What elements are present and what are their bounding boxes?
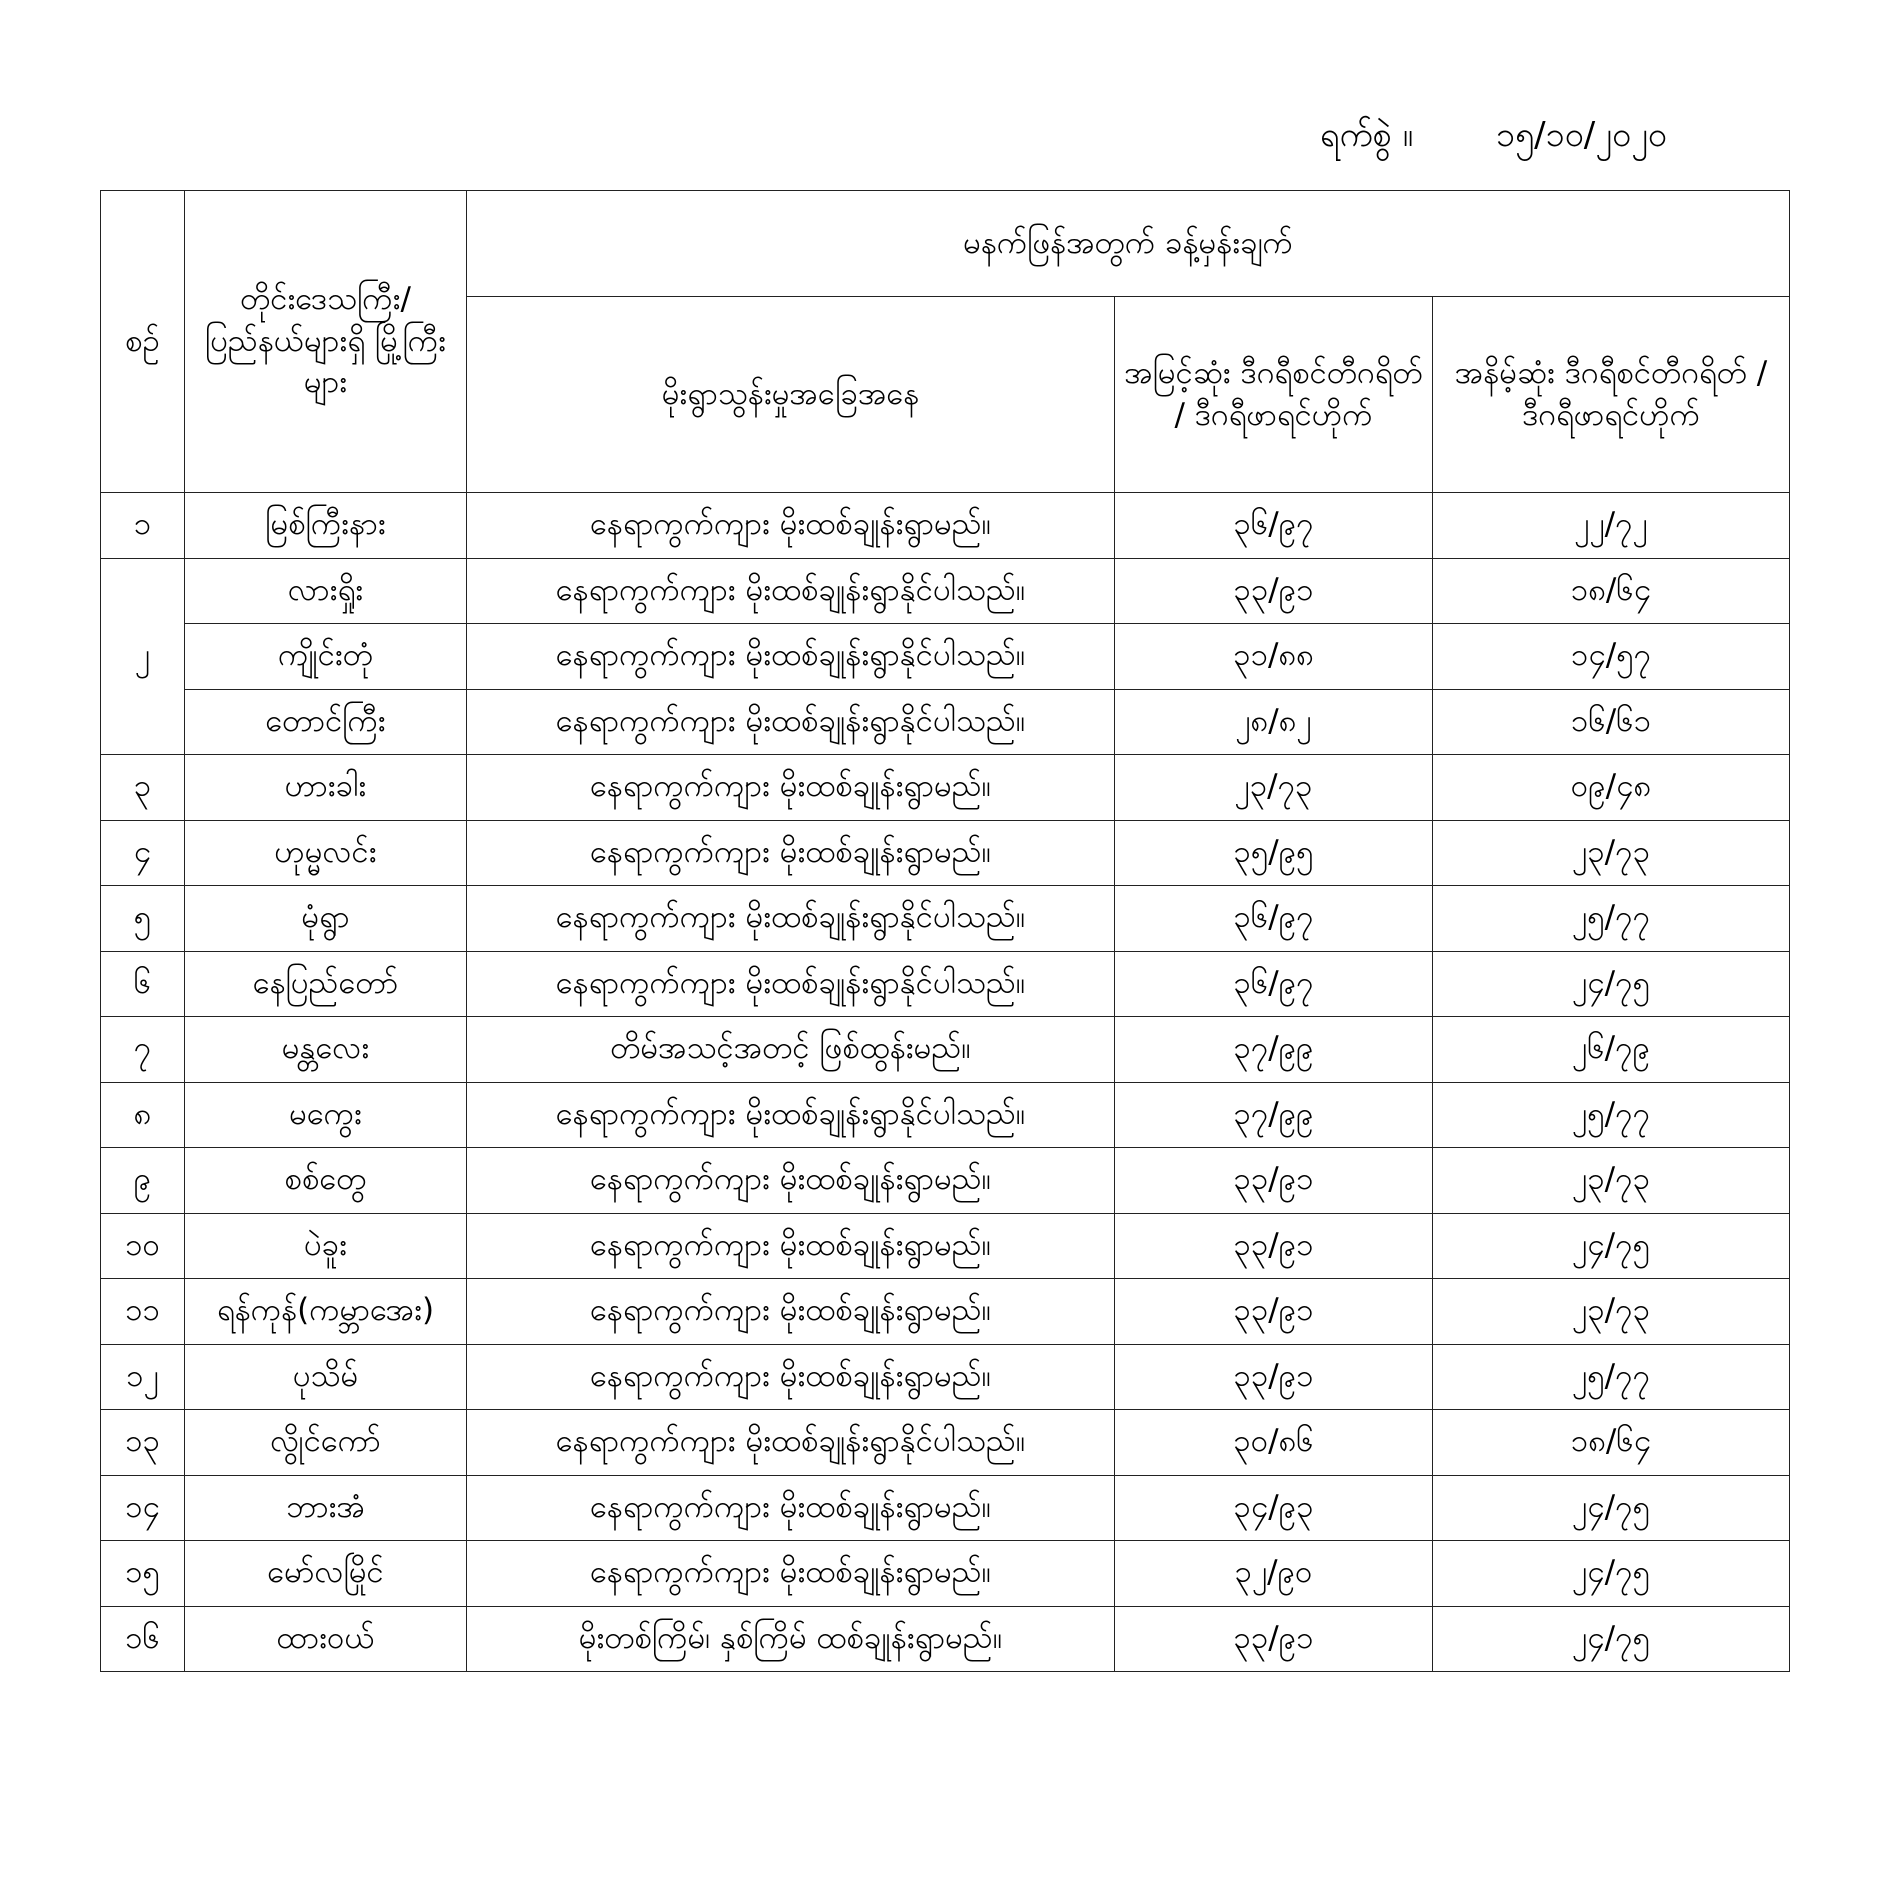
table-row [101,558,1790,624]
table-row [101,1410,1790,1476]
table-row [101,1606,1790,1672]
cell-min-temp: ၂၅/၇၇ [1433,1082,1790,1148]
cell-city: တောင်ကြီး [185,689,467,755]
cell-no: ၉ [101,1148,185,1214]
cell-condition: မိုးတစ်ကြိမ်၊ နှစ်ကြိမ် ထစ်ချုန်းရွာမည်။ [467,1606,1115,1672]
table-row [101,820,1790,886]
cell-min-temp: ၂၅/၇၇ [1433,1344,1790,1410]
cell-city: မုံရွာ [185,886,467,952]
cell-city: လွိုင်ကော် [185,1410,467,1476]
header-condition: မိုးရွာသွန်းမှုအခြေအနေ [467,297,1115,493]
cell-city: ဘားအံ [185,1475,467,1541]
cell-min-temp: ၁၆/၆၁ [1433,689,1790,755]
cell-min-temp: ၂၄/၇၅ [1433,1541,1790,1607]
cell-city: မော်လမြိုင် [185,1541,467,1607]
cell-max-temp: ၃၆/၉၇ [1115,951,1433,1017]
cell-max-temp: ၃၃/၉၁ [1115,1606,1433,1672]
table-row [101,493,1790,559]
cell-max-temp: ၃၃/၉၁ [1115,1344,1433,1410]
cell-min-temp: ၂၂/၇၂ [1433,493,1790,559]
cell-max-temp: ၃၅/၉၅ [1115,820,1433,886]
cell-max-temp: ၃၃/၉၁ [1115,1213,1433,1279]
cell-city: ကျိုင်းတုံ [185,624,467,690]
cell-min-temp: ၁၄/၅၇ [1433,624,1790,690]
cell-condition: နေရာကွက်ကျား မိုးထစ်ချုန်းရွာနိုင်ပါသည်။ [467,951,1115,1017]
cell-no: ၁၀ [101,1213,185,1279]
cell-min-temp: ၁၈/၆၄ [1433,1410,1790,1476]
cell-city: မန္တလေး [185,1017,467,1083]
cell-max-temp: ၃၆/၉၇ [1115,886,1433,952]
cell-city: ထားဝယ် [185,1606,467,1672]
table-row [101,1475,1790,1541]
cell-min-temp: ၂၃/၇၃ [1433,1148,1790,1214]
cell-max-temp: ၃၂/၉၀ [1115,1541,1433,1607]
table-row [101,886,1790,952]
cell-max-temp: ၃၇/၉၉ [1115,1082,1433,1148]
cell-condition: နေရာကွက်ကျား မိုးထစ်ချုန်းရွာမည်။ [467,820,1115,886]
cell-min-temp: ၁၈/၆၄ [1433,558,1790,624]
date-label: ရက်စွဲ ။ [1320,115,1414,155]
cell-condition: နေရာကွက်ကျား မိုးထစ်ချုန်းရွာနိုင်ပါသည်။ [467,1410,1115,1476]
cell-condition: နေရာကွက်ကျား မိုးထစ်ချုန်းရွာမည်။ [467,755,1115,821]
cell-max-temp: ၃၃/၉၁ [1115,1148,1433,1214]
cell-no: ၆ [101,951,185,1017]
cell-no: ၁၄ [101,1475,185,1541]
table-row [101,1279,1790,1345]
cell-city: လားရှိုး [185,558,467,624]
cell-no: ၁၃ [101,1410,185,1476]
cell-max-temp: ၃၇/၉၉ [1115,1017,1433,1083]
cell-condition: နေရာကွက်ကျား မိုးထစ်ချုန်းရွာမည်။ [467,1148,1115,1214]
cell-condition: တိမ်အသင့်အတင့် ဖြစ်ထွန်းမည်။ [467,1017,1115,1083]
cell-no: ၂ [101,558,185,755]
cell-condition: နေရာကွက်ကျား မိုးထစ်ချုန်းရွာနိုင်ပါသည်။ [467,624,1115,690]
cell-no: ၁၅ [101,1541,185,1607]
cell-condition: နေရာကွက်ကျား မိုးထစ်ချုန်းရွာမည်။ [467,1213,1115,1279]
table-row [101,1344,1790,1410]
cell-condition: နေရာကွက်ကျား မိုးထစ်ချုန်းရွာမည်။ [467,1279,1115,1345]
cell-min-temp: ၂၆/၇၉ [1433,1017,1790,1083]
cell-condition: နေရာကွက်ကျား မိုးထစ်ချုန်းရွာမည်။ [467,1344,1115,1410]
cell-condition: နေရာကွက်ကျား မိုးထစ်ချုန်းရွာနိုင်ပါသည်။ [467,558,1115,624]
header-min-temp: အနိမ့်ဆုံး ဒီဂရီစင်တီဂရိတ် / ဒီဂရီဖာရင်ဟိုက် [1433,297,1790,493]
header-max-temp: အမြင့်ဆုံး ဒီဂရီစင်တီဂရိတ် / ဒီဂရီဖာရင်ဟိုက် [1115,297,1433,493]
cell-city: နေပြည်တော် [185,951,467,1017]
cell-no: ၁၆ [101,1606,185,1672]
cell-min-temp: ၂၄/၇၅ [1433,1475,1790,1541]
header-no: စဉ် [101,191,185,493]
cell-min-temp: ၀၉/၄၈ [1433,755,1790,821]
header-forecast-group: မနက်ဖြန်အတွက် ခန့်မှန်းချက် [467,191,1790,297]
table-row [101,1213,1790,1279]
cell-no: ၈ [101,1082,185,1148]
cell-city: မြစ်ကြီးနား [185,493,467,559]
table-row [101,755,1790,821]
cell-condition: နေရာကွက်ကျား မိုးထစ်ချုန်းရွာမည်။ [467,1475,1115,1541]
cell-city: စစ်တွေ [185,1148,467,1214]
table-row [101,1082,1790,1148]
cell-city: ဟားခါး [185,755,467,821]
cell-min-temp: ၂၄/၇၅ [1433,951,1790,1017]
cell-city: ရန်ကုန်(ကမ္ဘာအေး) [185,1279,467,1345]
table-row [101,951,1790,1017]
cell-no: ၃ [101,755,185,821]
table-row [101,1017,1790,1083]
header-city: တိုင်းဒေသကြီး/ ပြည်နယ်များရှိ မြို့ကြီးများ [185,191,467,493]
table-row [101,1541,1790,1607]
cell-city: မကွေး [185,1082,467,1148]
date-line [1320,112,1667,163]
cell-city: ဟုမ္မလင်း [185,820,467,886]
cell-max-temp: ၃၁/၈၈ [1115,624,1433,690]
cell-max-temp: ၃၆/၉၇ [1115,493,1433,559]
cell-max-temp: ၂၈/၈၂ [1115,689,1433,755]
table-row [101,624,1790,690]
cell-max-temp: ၃၄/၉၃ [1115,1475,1433,1541]
cell-min-temp: ၂၃/၇၃ [1433,1279,1790,1345]
cell-no: ၇ [101,1017,185,1083]
table-body [101,493,1790,1672]
cell-max-temp: ၃၃/၉၁ [1115,558,1433,624]
weather-forecast-table [100,190,1790,1672]
cell-max-temp: ၃၀/၈၆ [1115,1410,1433,1476]
cell-no: ၄ [101,820,185,886]
cell-city: ပဲခူး [185,1213,467,1279]
cell-min-temp: ၂၃/၇၃ [1433,820,1790,886]
cell-min-temp: ၂၅/၇၇ [1433,886,1790,952]
cell-no: ၁ [101,493,185,559]
cell-condition: နေရာကွက်ကျား မိုးထစ်ချုန်းရွာမည်။ [467,493,1115,559]
cell-no: ၁၁ [101,1279,185,1345]
cell-condition: နေရာကွက်ကျား မိုးထစ်ချုန်းရွာနိုင်ပါသည်။ [467,1082,1115,1148]
table-row [101,1148,1790,1214]
cell-max-temp: ၂၃/၇၃ [1115,755,1433,821]
cell-city: ပုသိမ် [185,1344,467,1410]
table-row [101,689,1790,755]
cell-no: ၅ [101,886,185,952]
date-value: ၁၅/၁၀/၂၀၂၀ [1495,115,1667,155]
cell-max-temp: ၃၃/၉၁ [1115,1279,1433,1345]
cell-condition: နေရာကွက်ကျား မိုးထစ်ချုန်းရွာနိုင်ပါသည်။ [467,886,1115,952]
cell-min-temp: ၂၄/၇၅ [1433,1213,1790,1279]
cell-condition: နေရာကွက်ကျား မိုးထစ်ချုန်းရွာမည်။ [467,1541,1115,1607]
cell-condition: နေရာကွက်ကျား မိုးထစ်ချုန်းရွာနိုင်ပါသည်။ [467,689,1115,755]
cell-min-temp: ၂၄/၇၅ [1433,1606,1790,1672]
cell-no: ၁၂ [101,1344,185,1410]
